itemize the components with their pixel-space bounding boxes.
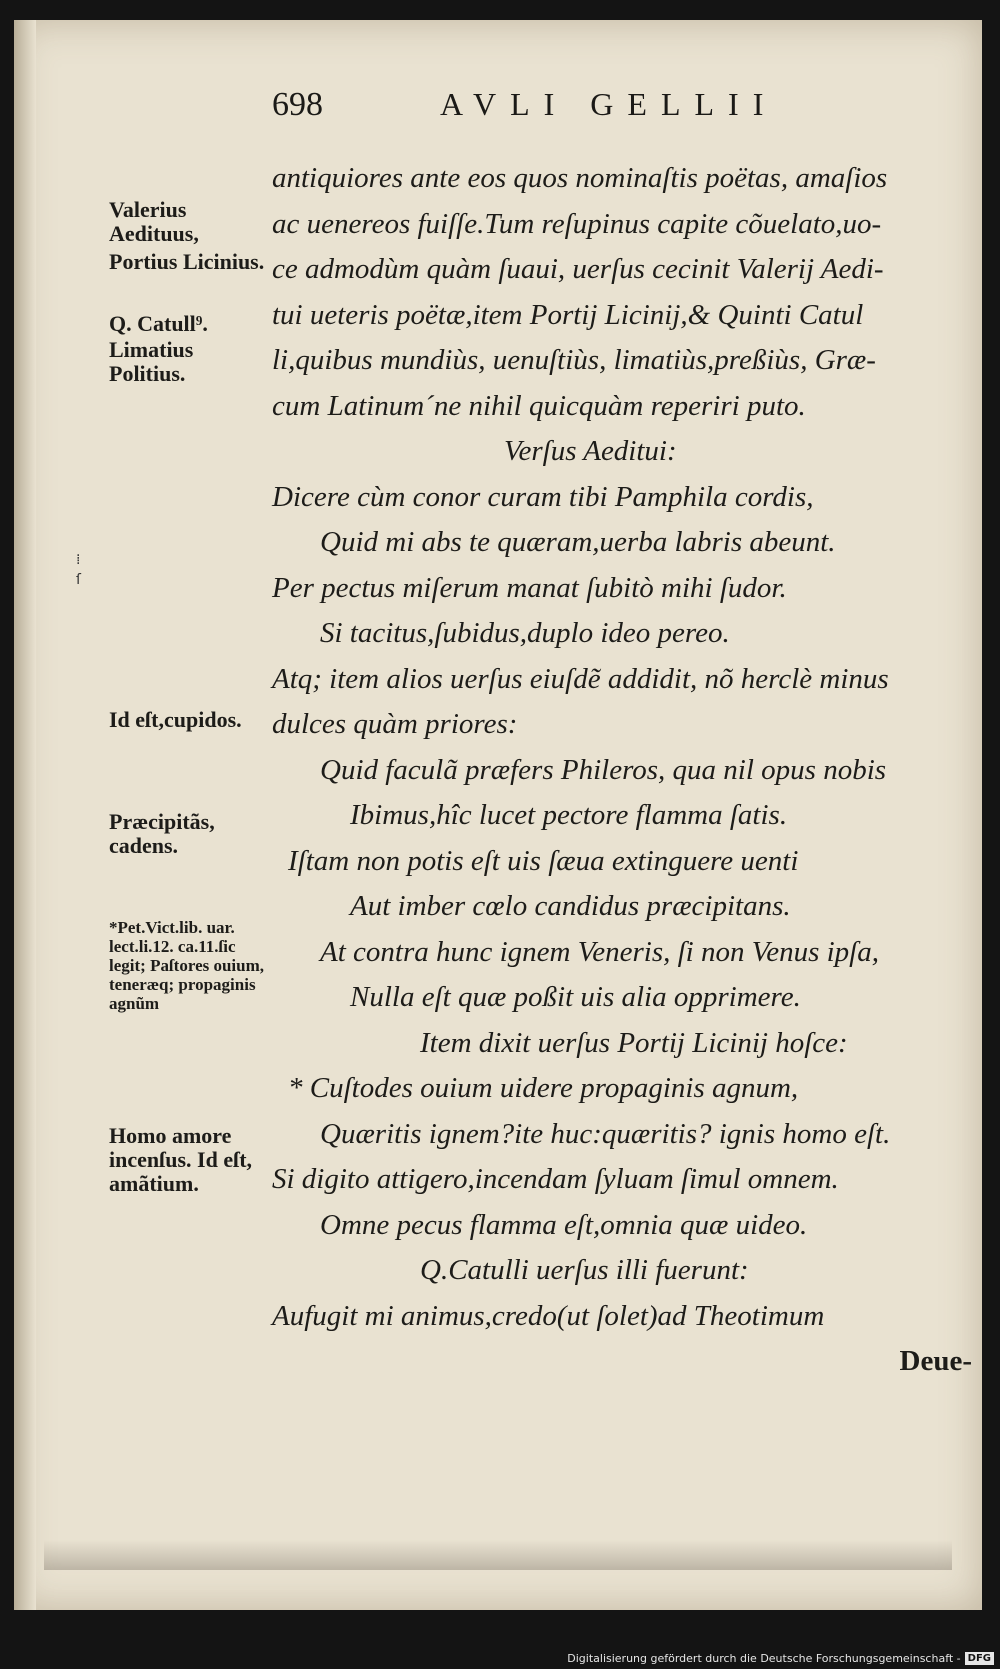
page-bottom-stain	[44, 1540, 952, 1570]
page-edge-shadow	[14, 20, 36, 1610]
text-line: Aufugit mi animus,credo(ut ſolet)ad Theotimum	[272, 1299, 825, 1332]
catchword: Deue-	[899, 1345, 972, 1377]
text-line: Dicere cùm conor curam tibi Pamphila cordis,	[272, 480, 814, 513]
text-line: Atq; item alios uerſus eiuſdẽ addidit, nõ herclè minus	[272, 662, 889, 695]
margin-note: Homo amore incenſus. Id eſt, amãtium.	[109, 1123, 253, 1196]
running-title: AVLI GELLII	[440, 86, 778, 122]
book-page	[14, 20, 982, 1610]
main-text	[272, 156, 972, 1385]
text-line: Si tacitus,ſubidus,duplo ideo pereo.	[320, 617, 730, 649]
text-line: Ibimus,hîc lucet pectore flamma ſatis.	[350, 799, 788, 831]
margin-note: *Pet.Vict.lib. uar. lect.li.12. ca.11.ſic legit; Paſtores ouium, teneræq; propaginis agnũm	[109, 918, 265, 1013]
text-line: ac uenereos fuiſſe.Tum reſupinus capite cõuelato,uo-	[272, 207, 882, 240]
margin-note: Portius Licinius.	[109, 249, 265, 274]
text-line: cum Latinum´ne nihil quicquàm reperiri puto.	[272, 389, 806, 422]
text-line: * Cuſtodes ouium uidere propaginis agnum,	[288, 1072, 799, 1104]
text-line: Q.Catulli uerſus illi fuerunt:	[420, 1254, 749, 1286]
page-header	[272, 86, 982, 136]
text-line: Quæritis ignem?ite huc:quæritis? ignis homo eſt.	[320, 1117, 891, 1150]
text-line: Iſtam non potis eſt uis ſæua extinguere uenti	[288, 844, 799, 877]
margin-note: Id eſt,cupidos.	[109, 707, 242, 732]
text-line: antiquiores ante eos quos nominaſtis poëtas, amaſios	[272, 162, 888, 194]
margin-marks: ⁞ ſ	[76, 552, 81, 588]
text-line: Quid faculã præfers Phileros, qua nil opus nobis	[320, 753, 887, 786]
dfg-logo: DFG	[965, 1652, 994, 1665]
text-line: Omne pecus flamma eſt,omnia quæ uideo.	[320, 1208, 808, 1241]
text-line: Si digito attigero,incendam ſyluam ſimul omnem.	[272, 1163, 839, 1195]
text-line: li,quibus mundiùs, uenuſtiùs, limatiùs,preßiùs, Græ-	[272, 344, 876, 376]
margin-note: Valerius Aedituus,	[109, 197, 199, 246]
text-line: dulces quàm priores:	[272, 708, 518, 740]
text-line: Quid mi abs te quæram,uerba labris abeunt.	[320, 526, 836, 558]
funding-credit: Digitalisierung gefördert durch die Deutsche Forschungsgemeinschaft -	[567, 1652, 961, 1665]
margin-note: Limatius Politius.	[109, 337, 194, 386]
text-line: Item dixit uerſus Portij Licinij hoſce:	[420, 1026, 848, 1059]
text-line: Nulla eſt quæ poßit uis alia opprimere.	[350, 981, 801, 1013]
margin-note: Q. Catull⁹.	[109, 311, 208, 336]
text-line: At contra hunc ignem Veneris, ſi non Venus ipſa,	[320, 935, 879, 968]
text-line: tui ueteris poëtæ,item Portij Licinij,& Quinti Catul	[272, 298, 864, 331]
text-line: Verſus Aeditui:	[504, 435, 677, 467]
digitization-footer	[567, 1652, 994, 1665]
text-line: Per pectus miſerum manat ſubitò mihi ſudor.	[272, 571, 787, 604]
text-line: Aut imber cœlo candidus præcipitans.	[350, 890, 791, 922]
page-number: 698	[272, 86, 323, 123]
text-line: ce admodùm quàm ſuaui, uerſus cecinit Valerij Aedi-	[272, 253, 884, 285]
margin-note: Præcipitãs, cadens.	[109, 809, 215, 858]
